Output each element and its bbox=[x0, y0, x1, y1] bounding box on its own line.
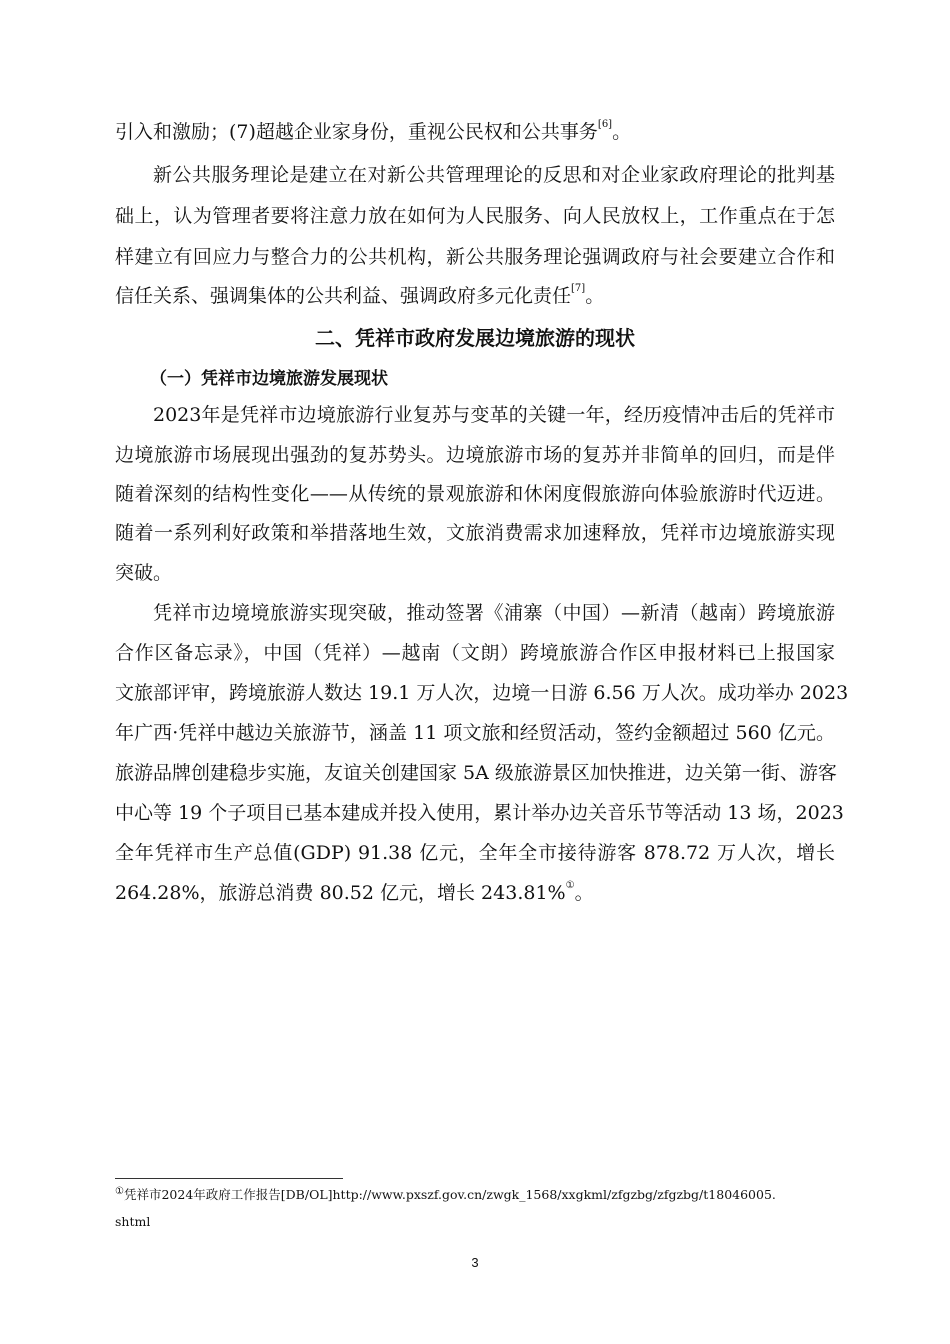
paragraph-line bbox=[115, 284, 835, 308]
paragraph-line: 样建立有回应力与整合力的公共机构，新公共服务理论强调政府与社会要建立合作和 bbox=[115, 246, 835, 268]
paragraph-line: 合作区备忘录》，中国（凭祥）—越南（文朗）跨境旅游合作区申报材料已上报国家 bbox=[115, 642, 835, 664]
paragraph-line: 随着一系列利好政策和举措落地生效，文旅消费需求加速释放，凭祥市边境旅游实现 bbox=[115, 522, 835, 544]
paragraph-line: 文旅部评审，跨境旅游人数达 19.1 万人次，边境一日游 6.56 万人次。成功举办 2023 bbox=[115, 682, 849, 704]
footnote-ref[interactable]: ① bbox=[565, 880, 575, 891]
paragraph-line: 2023年是凭祥市边境旅游行业复苏与变革的关键一年，经历疫情冲击后的凭祥市 bbox=[153, 404, 835, 426]
paragraph-line: 随着深刻的结构性变化——从传统的景观旅游和休闲度假旅游向体验旅游时代迈进。 bbox=[115, 483, 835, 505]
paragraph-line: 础上，认为管理者要将注意力放在如何为人民服务、向人民放权上，工作重点在于怎 bbox=[115, 205, 835, 227]
citation: [7] bbox=[571, 283, 586, 294]
footnote-divider bbox=[115, 1178, 343, 1179]
text: 信任关系、强调集体的公共利益、强调政府多元化责任 bbox=[115, 285, 572, 307]
paragraph-line: 全年凭祥市生产总值(GDP) 91.38 亿元，全年全市接待游客 878.72 万人次，增长 bbox=[115, 842, 835, 864]
paragraph-line: 旅游品牌创建稳步实施，友谊关创建国家 5A 级旅游景区加快推进，边关第一街、游客 bbox=[115, 762, 837, 784]
paragraph-line: 新公共服务理论是建立在对新公共管理理论的反思和对企业家政府理论的批判基 bbox=[153, 164, 835, 186]
paragraph-line bbox=[115, 120, 835, 144]
paragraph-line: 中心等 19 个子项目已基本建成并投入使用，累计举办边关音乐节等活动 13 场，2023 bbox=[115, 802, 844, 824]
paragraph-line: 突破。 bbox=[115, 562, 173, 584]
text: 。 bbox=[612, 121, 632, 143]
section-heading: 二、凭祥市政府发展边境旅游的现状 bbox=[315, 326, 635, 350]
footnote-mark: ① bbox=[115, 1186, 124, 1197]
citation: [6] bbox=[597, 119, 613, 130]
footnote-text: shtml bbox=[115, 1214, 151, 1229]
text: 。 bbox=[574, 882, 594, 904]
text: 引入和激励；(7)超越企业家身份，重视公民权和公共事务 bbox=[115, 121, 598, 143]
text: 264.28%，旅游总消费 80.52 亿元，增长 243.81% bbox=[115, 882, 566, 904]
paragraph-line: 凭祥市边境境旅游实现突破，推动签署《浦寨（中国）—新清（越南）跨境旅游 bbox=[153, 602, 835, 624]
footnote-text: 凭祥市2024年政府工作报告[DB/OL]http://www.pxszf.gov.cn/zwgk_1568/xxgkml/zfgzbg/zfgzbg/t18046005. bbox=[123, 1187, 776, 1202]
text: 。 bbox=[585, 285, 605, 307]
footnote bbox=[115, 1187, 776, 1203]
paragraph-line bbox=[115, 881, 835, 905]
paragraph-line: 年广西·凭祥中越边关旅游节，涵盖 11 项文旅和经贸活动，签约金额超过 560 亿元。 bbox=[115, 722, 835, 744]
subsection-heading: （一）凭祥市边境旅游发展现状 bbox=[150, 369, 388, 389]
page-number: 3 bbox=[471, 1255, 479, 1270]
paragraph-line: 边境旅游市场展现出强劲的复苏势头。边境旅游市场的复苏并非简单的回归，而是伴 bbox=[115, 444, 835, 466]
